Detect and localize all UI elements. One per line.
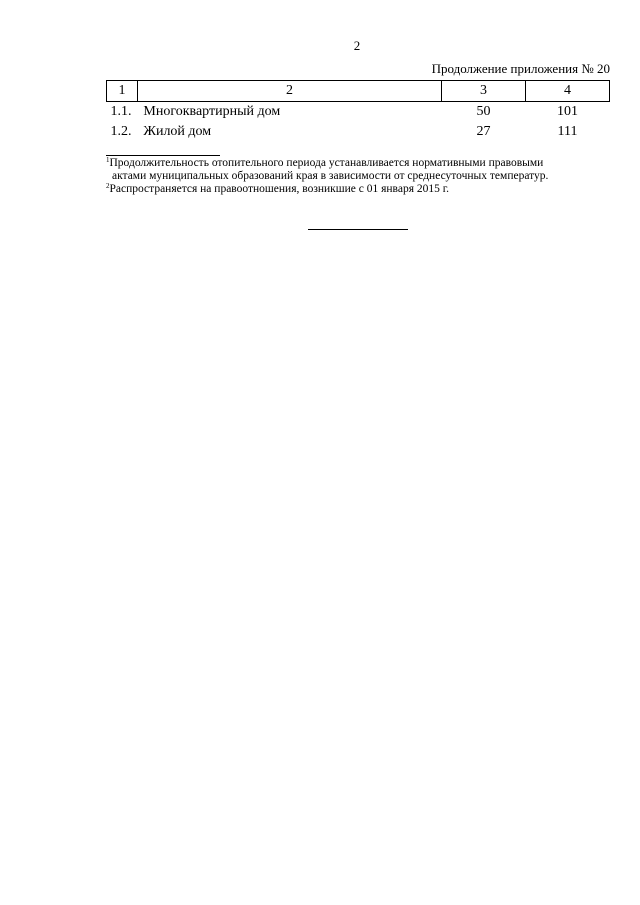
footnote-1 <box>106 157 610 170</box>
row-number: 1.1. <box>110 104 132 119</box>
footnote-mark: 2 <box>106 182 110 190</box>
table-row <box>107 122 610 142</box>
row-value-col4: 111 <box>557 124 578 139</box>
header-col-1: 1 <box>107 81 138 102</box>
continuation-label: Продолжение приложения № 20 <box>431 61 610 76</box>
footnote-2-text: Распространяется на правоотношения, возникшие с 01 января 2015 г. <box>109 183 450 195</box>
footnote-1-line-2: актами муниципальных образований края в зависимости от среднесуточных температур. <box>112 170 549 182</box>
row-number: 1.2. <box>110 124 132 139</box>
page-number: 2 <box>353 38 361 53</box>
footnote-mark: 1 <box>106 156 110 164</box>
row-name: Жилой дом <box>143 124 212 139</box>
row-name: Многоквартирный дом <box>143 104 281 119</box>
table-row <box>107 102 610 123</box>
header-col-3: 3 <box>442 81 526 102</box>
header-col-4: 4 <box>525 81 609 102</box>
data-table <box>106 80 610 142</box>
footnote-separator <box>106 155 220 156</box>
row-value-col4: 101 <box>556 104 578 119</box>
footnote-2 <box>106 183 610 196</box>
footnote-1-line-1: Продолжительность отопительного периода устанавливается нормативными правовыми <box>109 157 544 169</box>
row-value-col3: 50 <box>476 104 491 119</box>
header-col-2: 2 <box>137 81 441 102</box>
table-header-row <box>107 81 610 102</box>
data-table-container <box>106 80 610 142</box>
footnotes <box>106 157 610 196</box>
end-separator <box>308 229 408 230</box>
row-value-col3: 27 <box>476 124 491 139</box>
footnote-1-continued <box>106 170 610 183</box>
